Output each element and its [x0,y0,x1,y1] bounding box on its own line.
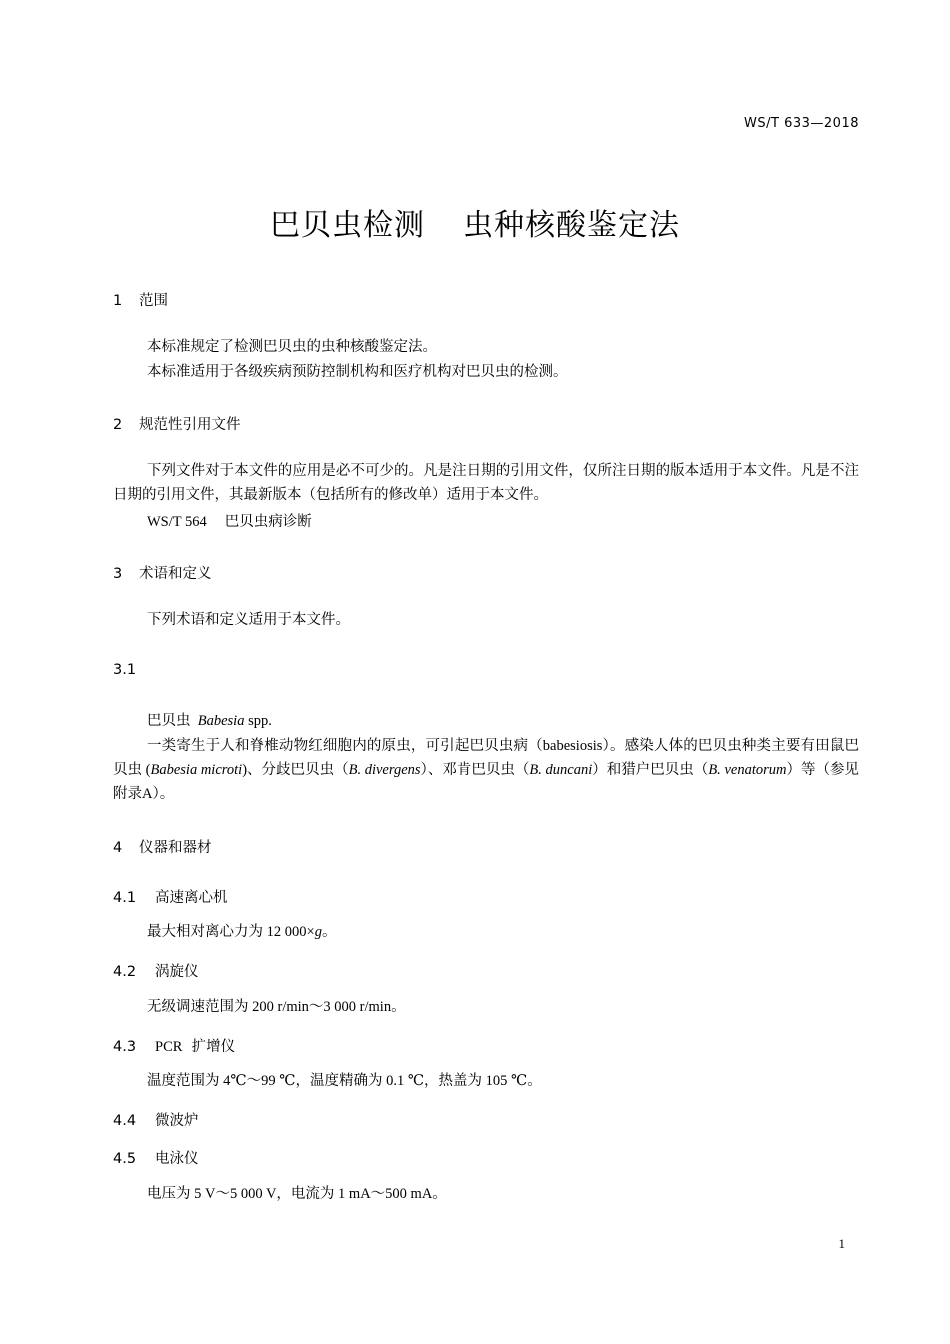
subsection-title-latin: PCR [155,1039,183,1055]
species-name: Babesia microti [150,762,243,778]
definition-text: ）等（参见附录A）。 [113,762,860,802]
term-definition [113,734,859,806]
subsection-title: 电泳仪 [155,1151,199,1167]
section-title: 范围 [139,293,168,309]
normative-reference [147,510,312,534]
subsection-4-4-heading [113,1109,199,1130]
subsection-number: 4.1 [113,890,137,906]
section-1-heading [113,289,168,310]
subsection-4-1-description [147,920,336,944]
reference-code: WS/T 564 [147,514,207,530]
section-3-paragraph-1: 下列术语和定义适用于本文件。 [147,612,350,628]
subsection-3-1-number: 3.1 [113,662,137,678]
section-2-heading [113,413,241,434]
species-name: B. divergens [348,762,421,778]
section-2-paragraph-1: 下列文件对于本文件的应用是必不可少的。凡是注日期的引用文件，仅所注日期的版本适用于本文件。凡是不注日期的引用文件，其最新版本（包括所有的修改单）适用于本文件。 [113,463,859,503]
subsection-title: 微波炉 [155,1113,199,1129]
term-chinese: 巴贝虫 [147,713,191,729]
title-part-2: 虫种核酸鉴定法 [463,208,680,243]
subsection-number: 4.3 [113,1039,137,1055]
term-spp: spp. [248,713,272,729]
subsection-title: 扩增仪 [191,1039,236,1055]
term-entry [147,709,272,733]
species-name: B. venatorum [708,762,787,778]
section-4-heading [113,836,212,857]
subsection-4-2-heading [113,960,199,981]
page-number: 1 [838,1236,845,1251]
subsection-4-3-description: 温度范围为 4℃～99 ℃，温度精确为 0.1 ℃，热盖为 105 ℃。 [147,1073,542,1089]
description-text: 最大相对离心力为 12 000× [147,924,315,940]
description-text: 。 [321,924,337,940]
reference-title: 巴贝虫病诊断 [224,514,312,530]
section-1-paragraph-2: 本标准适用于各级疾病预防控制机构和医疗机构对巴贝虫的检测。 [147,364,568,380]
section-number: 4 [113,840,123,856]
subsection-4-3-heading [113,1035,235,1056]
unit-g: g [314,924,322,940]
definition-text: )、分歧巴贝虫（ [242,762,349,778]
subsection-4-1-heading [113,886,228,907]
species-name: B. duncani [529,762,593,778]
subsection-number: 4.5 [113,1151,137,1167]
subsection-number: 4.2 [113,964,137,980]
term-latin: Babesia [197,713,245,729]
section-title: 规范性引用文件 [139,417,241,433]
title-part-1: 巴贝虫检测 [270,208,425,243]
subsection-number: 4.4 [113,1113,137,1129]
section-number: 1 [113,293,123,309]
section-number: 3 [113,566,123,582]
section-title: 术语和定义 [139,566,212,582]
document-title [0,200,950,244]
subsection-4-2-description: 无级调速范围为 200 r/min～3 000 r/min。 [147,999,406,1015]
standard-number: WS/T 633—2018 [744,116,859,131]
definition-text: 一类寄生于人和脊椎动物红细胞内的原虫，可引起巴贝虫病（babesiosis）。感染人体的巴贝虫种类主要有田鼠巴贝虫 ( [113,738,859,778]
subsection-4-5-description: 电压为 5 V～5 000 V，电流为 1 mA～500 mA。 [147,1186,447,1202]
section-1-paragraph-1: 本标准规定了检测巴贝虫的虫种核酸鉴定法。 [147,339,437,355]
section-title: 仪器和器材 [139,840,212,856]
section-3-heading [113,562,212,583]
definition-text: ）、邓肯巴贝虫（ [420,762,530,778]
section-number: 2 [113,417,123,433]
subsection-title: 高速离心机 [155,890,228,906]
subsection-title: 涡旋仪 [155,964,199,980]
definition-text: ）和猎户巴贝虫（ [592,762,709,778]
subsection-4-5-heading [113,1147,199,1168]
